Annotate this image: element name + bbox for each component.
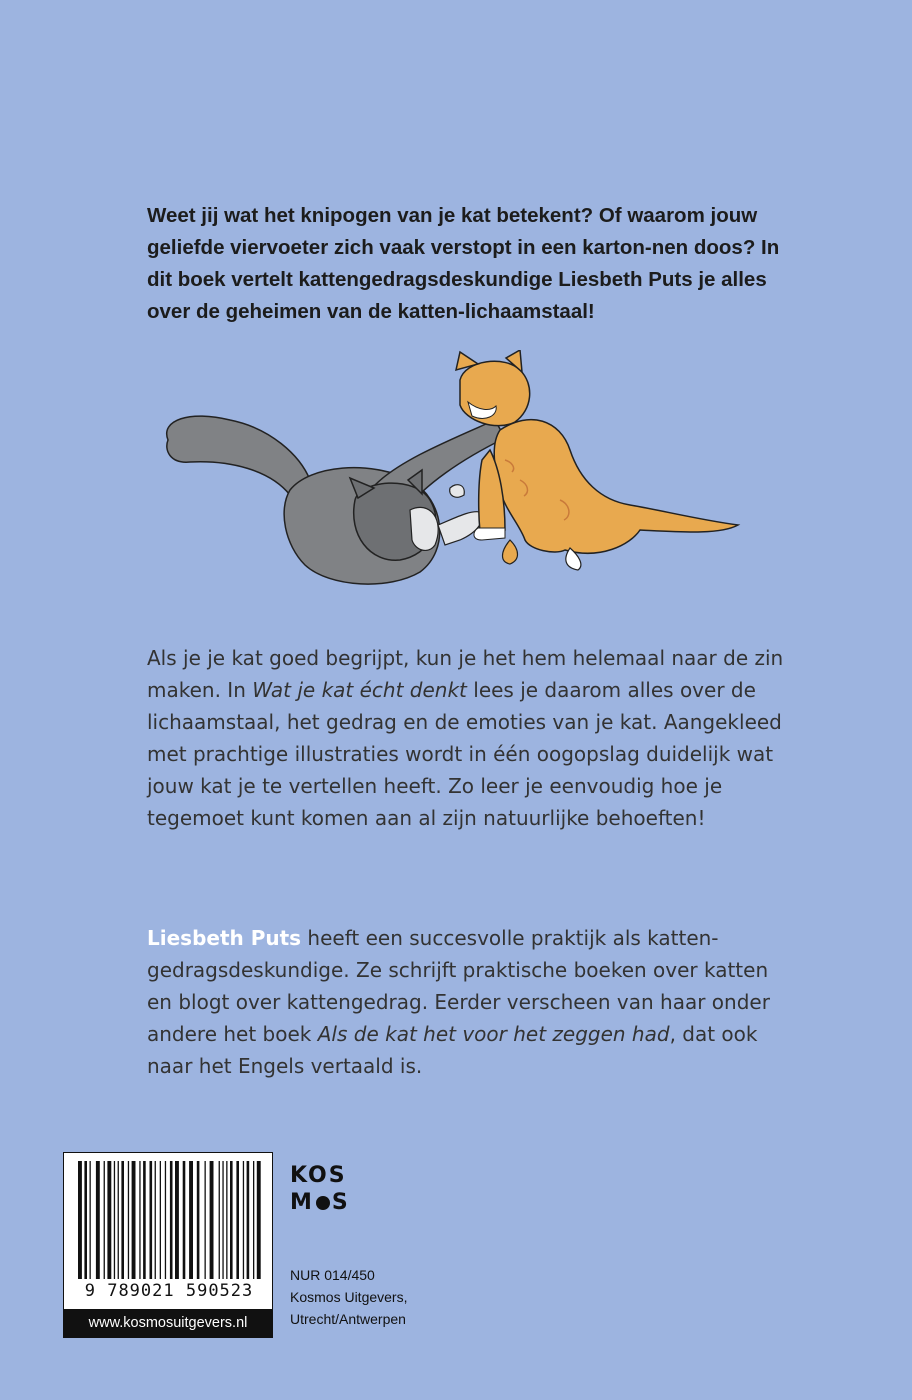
logo-line2 — [290, 1189, 364, 1216]
description-part1: Als je je kat goed begrijpt, kun je het hem helemaal naar de zin maken. In — [147, 646, 784, 702]
logo-s: S — [331, 1190, 350, 1215]
author-name: Liesbeth Puts — [147, 926, 302, 950]
logo-m: M — [290, 1190, 314, 1215]
logo-line1: KOS — [290, 1163, 347, 1188]
description-part2: lees je daarom alles over de lichaamstaal, het gedrag en de emoties van je kat. Aangekleed met prachtige illustraties wordt in één oogopslag duidelijk wat jouw kat je te vertellen heeft. Zo leer je eenvoudig hoe je tegemoet kunt komen aan al zijn natuurlijke behoeften! — [147, 678, 782, 830]
author-bio — [147, 922, 797, 1082]
logo-dot-icon — [316, 1196, 330, 1210]
publisher-info — [290, 1264, 407, 1330]
publisher-website: www.kosmosuitgevers.nl — [64, 1309, 272, 1337]
description-text — [147, 642, 797, 834]
book-title-italic: Wat je kat écht denkt — [252, 678, 467, 702]
cats-illustration — [160, 350, 760, 590]
author-bio-part1: heeft een succesvolle praktijk als katten-gedragsdeskundige. Ze schrijft praktische boeken over katten en blogt over kattengedrag. Eerder verscheen van haar onder andere het boek — [147, 926, 770, 1046]
author-bio-part2: , dat ook naar het Engels vertaald is. — [147, 1022, 758, 1078]
barcode-icon — [74, 1161, 264, 1279]
nur-code: NUR 014/450 — [290, 1267, 375, 1283]
kosmos-logo — [290, 1162, 364, 1216]
previous-book-title: Als de kat het voor het zeggen had — [317, 1022, 670, 1046]
barcode-box — [63, 1152, 273, 1338]
intro-text: Weet jij wat het knipogen van je kat betekent? Of waarom jouw geliefde viervoeter zich vaak verstopt in een karton-nen doos? In dit boek vertelt kattengedragsdeskundige Liesbeth Puts je alles over de geheimen van de katten-lichaamstaal! — [147, 204, 780, 323]
isbn-number: 9 789021 590523 — [84, 1281, 254, 1301]
publisher-city: Utrecht/Antwerpen — [290, 1311, 406, 1327]
publisher-name: Kosmos Uitgevers, — [290, 1289, 408, 1305]
